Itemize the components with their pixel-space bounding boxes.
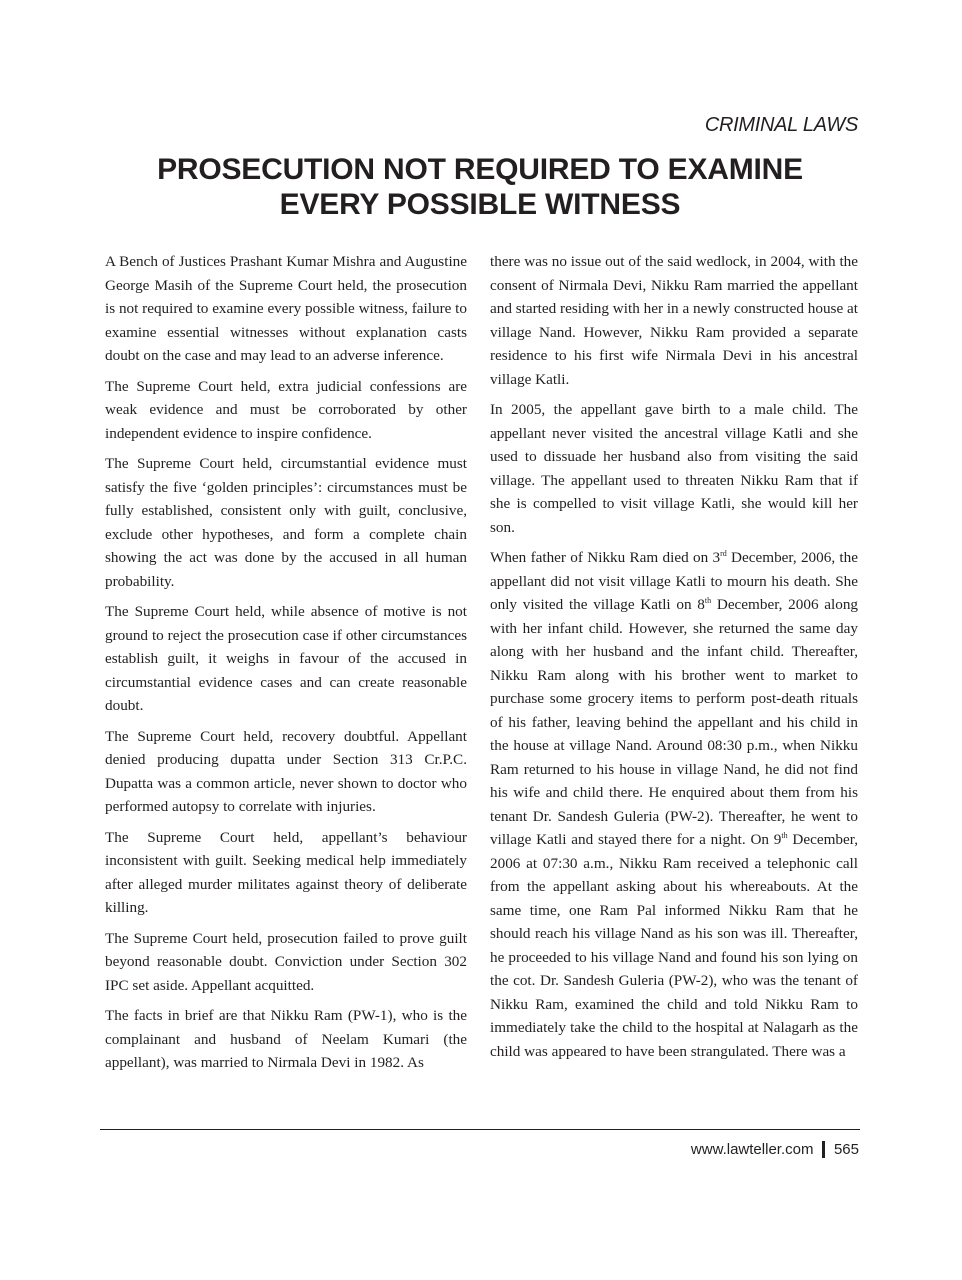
text-run: December, 2006 along with her infant child. However, she returned the same day along with her husband and the infant child. Thereafter, Nikku Ram along with his brother went to market to purchase some grocery items to perform post-death rituals of his father, leaving behind the appellant and his child in the house at village Nand. Around 08:30 p.m., when Nikku Ram returned to his house in village Nand, he did not find his wife and child there. He enquired about them from his tenant Dr. Sandesh Guleria (PW-2). Thereafter, he went to village Katli and stayed there for a night. On 9 — [490, 596, 859, 848]
paragraph: The facts in brief are that Nikku Ram (PW-1), who is the complainant and husband of Neelam Kumari (the appellant), was married to Nirmala Devi in 1982. As — [105, 1007, 467, 1071]
ordinal-suffix: rd — [720, 548, 727, 558]
paragraph — [490, 546, 858, 1063]
article-title — [100, 152, 860, 222]
text-run: When father of Nikku Ram died on 3 — [490, 549, 721, 566]
title-line-2: EVERY POSSIBLE WITNESS — [279, 188, 681, 221]
footer-rule — [100, 1129, 860, 1130]
website-link[interactable]: www.lawteller.com — [690, 1141, 814, 1158]
page-number: 565 — [833, 1141, 859, 1158]
paragraph: there was no issue out of the said wedlock, in 2004, with the consent of Nirmala Devi, Nikku Ram married the appellant and started residing with her in a newly constructed house at village Nand. However, Nikku Ram provided a separate residence to his first wife Nirmala Devi in his ancestral village Katli. — [490, 253, 858, 388]
ordinal-suffix: th — [704, 595, 712, 605]
text-run: December, 2006 at 07:30 a.m., Nikku Ram received a telephonic call from the appellant asking about his whereabouts. At the same time, one Ram Pal informed Nikku Ram that he should reach his village Nand as his son was ill. Thereafter, he proceeded to his village Nand and found his son lying on the cot. Dr. Sandesh Guleria (PW-2), who was the tenant of Nikku Ram, examined the child and told Nikku Ram to immediately take the child to the hospital at Nalagarh as the child was appeared to have been strangulated. There was a — [490, 831, 858, 1060]
text-run: December, 2006, the appellant did not visit village Katli to mourn his death. She only visited the village Katli on 8 — [490, 549, 858, 613]
paragraph: The Supreme Court held, extra judicial confessions are weak evidence and must be corroborated by other independent evidence to inspire confidence. — [105, 377, 467, 442]
title-line-1: PROSECUTION NOT REQUIRED TO EXAMINE — [157, 153, 803, 186]
ordinal-suffix: th — [781, 830, 788, 840]
paragraph: The Supreme Court held, prosecution failed to prove guilt beyond reasonable doubt. Conviction under Section 302 IPC set aside. Appellant acquitted. — [105, 929, 467, 994]
left-column — [105, 250, 467, 1082]
page-footer — [691, 1141, 859, 1158]
paragraph: In 2005, the appellant gave birth to a male child. The appellant never visited the ancestral village Katli and she used to dissuade her husband also from visiting the said village. The appellant used to threaten Nikku Ram that if she is compelled to visit village Katli, she would kill her son. — [490, 401, 858, 536]
paragraph: The Supreme Court held, recovery doubtful. Appellant denied producing dupatta under Section 313 Cr.P.C. Dupatta was a common article, never shown to doctor who performed autopsy to correlate with injuries. — [105, 727, 467, 815]
paragraph: The Supreme Court held, while absence of motive is not ground to reject the prosecution case if other circumstances establish guilt, it weighs in favour of the accused in circumstantial evidence cases and can create reasonable doubt. — [105, 603, 467, 714]
paragraph: The Supreme Court held, circumstantial evidence must satisfy the five ‘golden principles’: circumstances must be fully established, consistent only with guilt, conclusive, exclude other hypotheses, and form a complete chain showing the act was done by the accused in all human probability. — [105, 455, 467, 590]
footer-separator — [822, 1141, 825, 1158]
paragraph: The Supreme Court held, appellant’s behaviour inconsistent with guilt. Seeking medical help immediately after alleged murder militates against theory of deliberate killing. — [105, 828, 467, 916]
right-column — [490, 250, 858, 1070]
paragraph: A Bench of Justices Prashant Kumar Mishra and Augustine George Masih of the Supreme Court held, the prosecution is not required to examine every possible witness, failure to examine essential witnesses without explanation casts doubt on the case and may lead to an adverse inference. — [105, 253, 467, 364]
section-label: CRIMINAL LAWS — [704, 114, 858, 136]
